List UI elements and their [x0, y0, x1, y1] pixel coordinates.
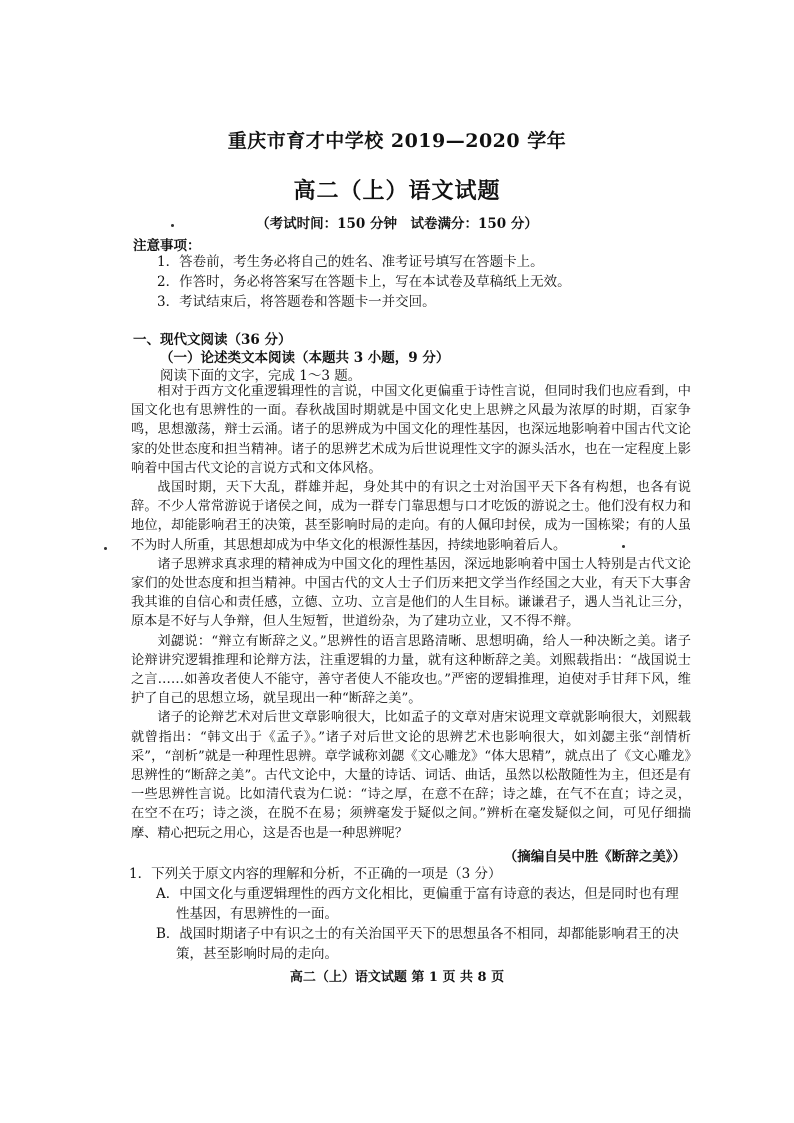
option-a: A．中国文化与重逻辑理性的西方文化相比，更偏重于富有诗意的表达，但是同时也有理性基因，有思辨性的一面。 — [156, 886, 679, 922]
note-item: 2．作答时，务必将答案写在答题卡上，写在本试卷及草稿纸上无效。 — [157, 274, 571, 290]
question-1 — [129, 864, 691, 964]
notes-list — [157, 252, 687, 312]
school-title: 重庆市育才中学校 2019—2020 学年 — [227, 130, 567, 152]
passage-source: （摘编自吴中胜《断辞之美》） — [503, 849, 686, 865]
scan-speck — [171, 224, 174, 227]
passage-paragraph: 战国时期，天下大乱，群雄并起，身处其中的有识之士对治国平天下各有构想，也各有说辞。不少人常常游说于诸侯之间，成为一群专门靠思想与口才吃饭的游说之士。他们没有权力和地位，却能影响君王的决策，甚至影响时局的走向。有的人佩印封侯，成为一国栋梁；有的人虽不为时人所重，其思想却成为中华文化的根源性基因，持续地影响着后人。 — [131, 480, 691, 553]
question-stem: 1．下列关于原文内容的理解和分析，不正确的一项是（3 分） — [129, 866, 502, 882]
reading-passage — [131, 382, 691, 843]
scan-speck — [622, 545, 625, 548]
notes-heading: 注意事项： — [133, 238, 201, 254]
scan-speck — [104, 547, 107, 550]
reading-instruction: 阅读下面的文字，完成 1～3 题。 — [160, 368, 362, 384]
passage-paragraph: 诸子的论辩艺术对后世文章影响很大，比如孟子的文章对唐宋说理文章就影响很大，刘熙载就曾指出：“韩文出于《孟子》。”诸子对后世文论的思辨艺术也影响很大，如刘勰主张“剖情析采”，“剖析”就是一种理性思辨。章学诚称刘勰《文心雕龙》“体大思精”，就点出了《文心雕龙》思辨性的“断辞之美”。古代文论中，大量的诗话、词话、曲话，虽然以松散随性为主，但还是有一些思辨性言说。比如清代袁为仁说：“诗之厚，在意不在辞；诗之雄，在气不在直；诗之灵，在空不在巧；诗之淡，在脱不在易；须辨毫发于疑似之间。”辨析在毫发疑似之间，可见仔细揣摩、精心把玩之用心，这是否也是一种思辨呢？ — [131, 710, 691, 841]
page-footer: 高二（上）语文试题 第 1 页 共 8 页 — [289, 970, 505, 985]
exam-meta: （考试时间：150 分钟 试卷满分：150 分） — [256, 216, 538, 232]
option-b: B．战国时期诸子中有识之士的有关治国平天下的思想虽各不相同，却都能影响君王的决策，甚至影响时局的走向。 — [156, 926, 679, 962]
passage-paragraph: 相对于西方文化重逻辑理性的言说，中国文化更偏重于诗性言说，但同时我们也应看到，中国文化也有思辨性的一面。春秋战国时期就是中国文化史上思辨之风最为浓厚的时期，百家争鸣，思想激荡，辩士云涌。诸子的思辨成为中国文化的理性基因，也深远地影响着中国古代文论家的处世态度和担当精神。诸子的思辨艺术成为后世说理性文字的源头活水，也在一定程度上影响着中国古代文论的言说方式和文体风格。 — [131, 384, 691, 476]
section-heading: 一、现代文阅读（36 分） — [133, 332, 292, 348]
passage-paragraph: 刘勰说：“辩立有断辞之义。”思辨性的语言思路清晰、思想明确，给人一种决断之美。诸子论辩讲究逻辑推理和论辩方法，注重逻辑的力量，就有这种断辞之美。刘熙载指出：“战国说士之言……如善攻者使人不能守，善守者使人不能攻也。”严密的逻辑推理，迫使对手甘拜下风，维护了自己的思想立场，就呈现出一种“断辞之美”。 — [131, 633, 691, 707]
note-item: 3．考试结束后，将答题卷和答题卡一并交回。 — [157, 294, 436, 310]
subsection-heading: （一）论述类文本阅读（本题共 3 小题，9 分） — [160, 350, 450, 366]
passage-paragraph: 诸子思辨求真求理的精神成为中国文化的理性基因，深远地影响着中国士人特别是古代文论家们的处世态度和担当精神。中国古代的文人士子们历来把文学当作经国之大业，有天下大事舍我其谁的自信心和责任感，立德、立功、立言是他们的人生目标。谦谦君子，遇人当礼让三分，原本是不好与人争辩，但人生短暂，世道纷杂，为了建功立业，又不得不辩。 — [131, 556, 691, 630]
note-item: 1．答卷前，考生务必将自己的姓名、准考证号填写在答题卡上。 — [157, 254, 544, 270]
exam-title: 高二（上）语文试题 — [293, 178, 501, 204]
